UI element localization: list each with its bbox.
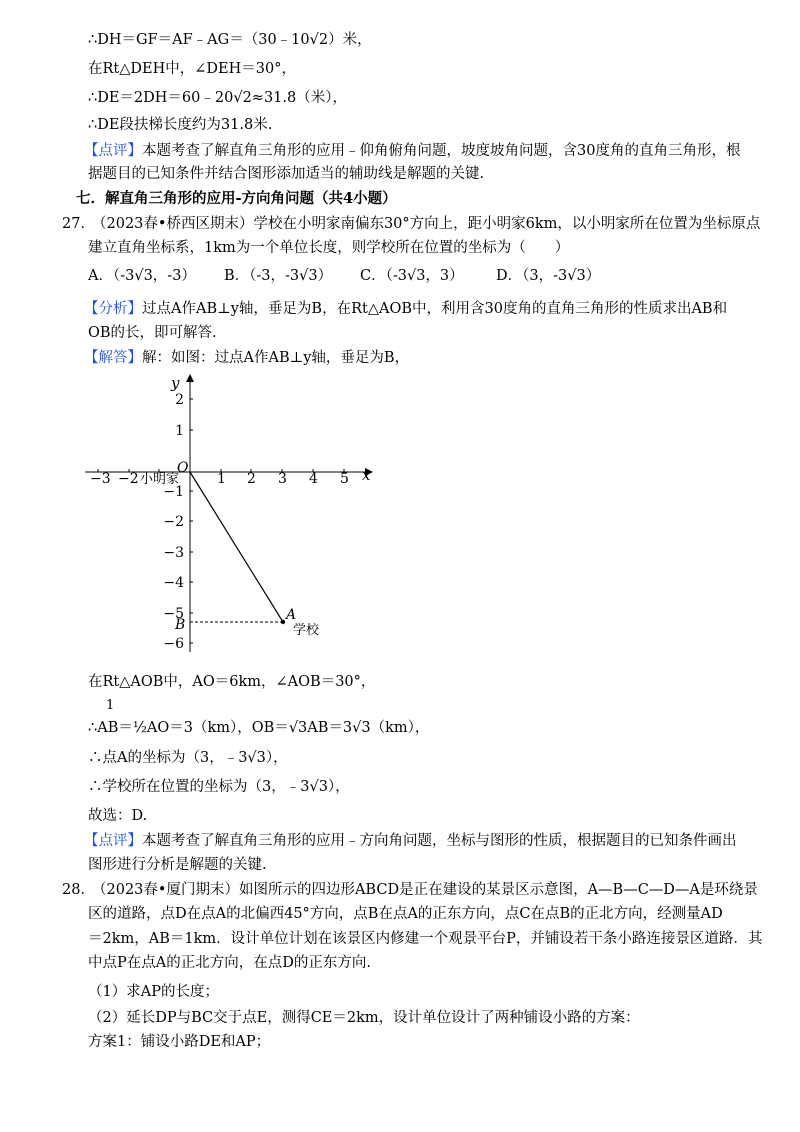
y-axis-label: y (171, 374, 180, 392)
options-row (88, 266, 600, 286)
fraction-numerator: 1 (106, 698, 115, 713)
question-text: 中点P在点A的正北方向，在点D的正东方向. (88, 955, 371, 971)
analysis-text: 过点A作AB⊥y轴，垂足为B，在Rt△AOB中，利用含30度角的直角三角形的性质求出AB和 (142, 301, 728, 317)
point-a-marker (281, 620, 285, 624)
x-tick-label: 3 (278, 471, 287, 487)
text-line: OB的长，即可解答. (88, 325, 217, 341)
comment-tag: 【点评】 (84, 833, 142, 849)
comment-tag: 【点评】 (84, 143, 142, 159)
school-label: 学校 (293, 623, 320, 638)
x-axis-label: x (362, 466, 371, 484)
answer-text: 解：如图：过点A作AB⊥y轴，垂足为B， (142, 350, 410, 366)
text-line: 故选：D. (88, 808, 148, 824)
text-line: ∴DH＝GF＝AF﹣AG＝（30﹣10√2）米， (88, 32, 372, 48)
section-heading: 七．解直角三角形的应用-方向角问题（共4小题） (76, 190, 397, 207)
question-text: ＝2km，AB＝1km．设计单位计划在该景区内修建一个观景平台P，并铺设若干条小路连接景区道路．其 (88, 931, 763, 947)
question-text: （2023春•桥西区期末）学校在小明家南偏东30°方向上，距小明家6km，以小明家所在位置为坐标原点 (92, 216, 761, 232)
option-d: D．（3，-3√3） (496, 268, 601, 284)
question-part: （1）求AP的长度； (88, 984, 219, 1000)
option-a: A．（-3√3，-3） (88, 268, 196, 284)
y-tick-label: −1 (163, 484, 184, 500)
y-tick-label: 2 (175, 392, 184, 408)
question-text: 区的道路，点D在点A的北偏西45°方向，点B在点A的正东方向，点C在点B的正北方向，经测量AD (88, 906, 723, 922)
question-part: （2）延长DP与BC交于点E，测得CE＝2km，设计单位设计了两种铺设小路的方案： (88, 1010, 640, 1026)
answer-block (84, 348, 409, 368)
x-tick-label: 5 (340, 471, 349, 487)
text-line: ∴学校所在位置的坐标为（3，﹣3√3）， (88, 779, 350, 795)
y-tick-label: −4 (163, 575, 184, 591)
text-line: ∴DE＝2DH＝60﹣20√2≈31.8（米）， (88, 90, 347, 106)
text-line: 图形进行分析是解题的关键. (88, 857, 267, 873)
analysis-tag: 【分析】 (84, 301, 142, 317)
text-line: ∴点A的坐标为（3，﹣3√3）， (88, 750, 288, 766)
question-text: （2023春•厦门期末）如图所示的四边形ABCD是正在建设的某景区示意图，A—B—C—D—A是环绕景 (92, 882, 758, 898)
question-part: 方案1：铺设小路DE和AP； (88, 1034, 271, 1050)
y-tick-label: −6 (163, 636, 184, 652)
question-text: 建立直角坐标系，1km为一个单位长度，则学校所在位置的坐标为（ ） (88, 240, 570, 256)
text-line: ∴AB＝½AO＝3（km），OB＝√3AB＝3√3（km）， (88, 720, 430, 736)
y-tick-label: −5 (163, 606, 184, 622)
y-tick-label: −2 (163, 514, 184, 530)
answer-tag: 【解答】 (84, 350, 142, 366)
analysis-block (84, 299, 727, 319)
option-c: C．（-3√3，3） (360, 268, 464, 284)
text-line: 在Rt△DEH中，∠DEH＝30°， (88, 61, 296, 77)
option-b: B．（-3，-3√3） (224, 268, 333, 284)
comment-text: 本题考查了解直角三角形的应用﹣仰角俯角问题，坡度坡角问题，含30度角的直角三角形，根 (142, 143, 741, 159)
y-tick-label: −3 (163, 545, 184, 561)
text-line: 据题目的已知条件并结合图形添加适当的辅助线是解题的关键. (88, 166, 485, 182)
origin-label: O (177, 460, 189, 476)
comment-text: 本题考查了解直角三角形的应用﹣方向角问题，坐标与图形的性质，根据题目的已知条件画出 (142, 833, 737, 849)
x-tick-label: 4 (309, 471, 318, 487)
x-tick-label: −2 (118, 471, 139, 487)
x-tick-label: −3 (90, 471, 111, 487)
point-a-label: A (286, 607, 297, 623)
question-number: 27． (62, 216, 95, 232)
x-tick-label: 2 (247, 471, 256, 487)
coordinate-figure (80, 372, 380, 662)
text-line: 在Rt△AOB中，AO＝6km，∠AOB＝30°， (88, 674, 376, 690)
home-label: 小明家 (140, 472, 180, 487)
point-b-label: B (175, 617, 186, 633)
comment-block (84, 831, 737, 851)
question-number: 28． (62, 882, 95, 898)
comment-block (84, 141, 740, 161)
y-tick-label: 1 (175, 423, 184, 439)
x-tick-label: 1 (217, 471, 226, 487)
text-line: ∴DE段扶梯长度约为31.8米. (88, 117, 273, 133)
